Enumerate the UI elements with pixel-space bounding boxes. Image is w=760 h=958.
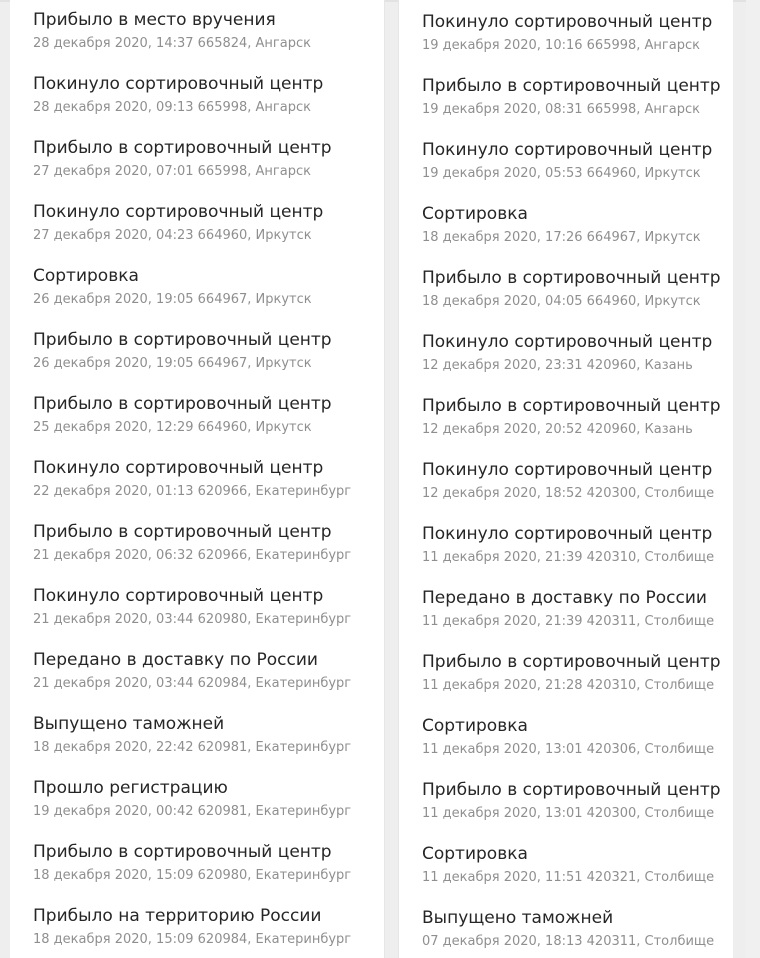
list-item bbox=[422, 524, 733, 588]
event-details: 18 декабря 2020, 15:09 620984, Екатеринбург bbox=[33, 932, 352, 947]
event-details: 19 декабря 2020, 05:53 664960, Иркутск bbox=[422, 166, 701, 181]
event-status: Сортировка bbox=[33, 266, 139, 286]
list-item bbox=[422, 332, 733, 396]
event-details: 18 декабря 2020, 15:09 620980, Екатеринбург bbox=[33, 868, 352, 883]
event-details: 18 декабря 2020, 17:26 664967, Иркутск bbox=[422, 230, 701, 245]
event-details: 11 декабря 2020, 13:01 420300, Столбище bbox=[422, 806, 715, 821]
event-details: 18 декабря 2020, 22:42 620981, Екатеринбург bbox=[33, 740, 352, 755]
event-status: Прошло регистрацию bbox=[33, 778, 228, 798]
event-status: Прибыло в сортировочный центр bbox=[33, 330, 332, 350]
list-item bbox=[33, 522, 384, 586]
event-details: 19 декабря 2020, 08:31 665998, Ангарск bbox=[422, 102, 700, 117]
event-details: 28 декабря 2020, 14:37 665824, Ангарск bbox=[33, 36, 311, 51]
list-item bbox=[33, 650, 384, 714]
event-status: Покинуло сортировочный центр bbox=[33, 458, 324, 478]
event-details: 19 декабря 2020, 10:16 665998, Ангарск bbox=[422, 38, 700, 53]
event-details: 19 декабря 2020, 00:42 620981, Екатеринбург bbox=[33, 804, 352, 819]
list-item bbox=[422, 396, 733, 460]
event-status: Прибыло в сортировочный центр bbox=[422, 76, 721, 96]
event-status: Прибыло в сортировочный центр bbox=[33, 522, 332, 542]
event-details: 27 декабря 2020, 04:23 664960, Иркутск bbox=[33, 228, 312, 243]
list-item bbox=[33, 10, 384, 74]
event-details: 26 декабря 2020, 19:05 664967, Иркутск bbox=[33, 356, 312, 371]
event-details: 21 декабря 2020, 03:44 620984, Екатеринбург bbox=[33, 676, 352, 691]
event-details: 11 декабря 2020, 13:01 420306, Столбище bbox=[422, 742, 715, 757]
event-status: Выпущено таможней bbox=[33, 714, 225, 734]
list-item bbox=[33, 266, 384, 330]
page-scroll-area[interactable] bbox=[746, 0, 760, 958]
event-status: Прибыло в сортировочный центр bbox=[422, 652, 721, 672]
event-details: 11 декабря 2020, 21:39 420310, Столбище bbox=[422, 550, 715, 565]
tracking-panel-left bbox=[10, 0, 385, 958]
list-item bbox=[422, 204, 733, 268]
event-status: Прибыло в сортировочный центр bbox=[422, 780, 721, 800]
event-details: 21 декабря 2020, 06:32 620966, Екатеринбург bbox=[33, 548, 352, 563]
event-status: Прибыло в место вручения bbox=[33, 10, 276, 30]
event-status: Прибыло в сортировочный центр bbox=[422, 268, 721, 288]
list-item bbox=[33, 74, 384, 138]
event-status: Покинуло сортировочный центр bbox=[422, 140, 713, 160]
event-status: Сортировка bbox=[422, 844, 528, 864]
event-status: Покинуло сортировочный центр bbox=[422, 524, 713, 544]
list-item bbox=[422, 588, 733, 652]
event-status: Передано в доставку по России bbox=[33, 650, 318, 670]
list-item bbox=[422, 140, 733, 204]
event-status: Покинуло сортировочный центр bbox=[422, 460, 713, 480]
list-item bbox=[33, 458, 384, 522]
event-details: 12 декабря 2020, 18:52 420300, Столбище bbox=[422, 486, 715, 501]
event-details: 12 декабря 2020, 23:31 420960, Казань bbox=[422, 358, 693, 373]
list-item bbox=[33, 906, 384, 958]
list-item bbox=[422, 76, 733, 140]
list-item bbox=[422, 908, 733, 958]
event-details: 21 декабря 2020, 03:44 620980, Екатеринбург bbox=[33, 612, 352, 627]
event-list-right bbox=[399, 0, 733, 958]
list-item bbox=[422, 844, 733, 908]
event-details: 18 декабря 2020, 04:05 664960, Иркутск bbox=[422, 294, 701, 309]
list-item bbox=[33, 714, 384, 778]
event-details: 26 декабря 2020, 19:05 664967, Иркутск bbox=[33, 292, 312, 307]
list-item bbox=[33, 202, 384, 266]
list-item bbox=[33, 138, 384, 202]
list-item bbox=[33, 778, 384, 842]
event-status: Покинуло сортировочный центр bbox=[422, 332, 713, 352]
event-details: 27 декабря 2020, 07:01 665998, Ангарск bbox=[33, 164, 311, 179]
list-item bbox=[422, 460, 733, 524]
event-status: Прибыло в сортировочный центр bbox=[33, 394, 332, 414]
event-status: Прибыло на территорию России bbox=[33, 906, 322, 926]
list-item bbox=[33, 330, 384, 394]
event-details: 28 декабря 2020, 09:13 665998, Ангарск bbox=[33, 100, 311, 115]
event-details: 07 декабря 2020, 18:13 420311, Столбище bbox=[422, 934, 715, 949]
list-item bbox=[422, 268, 733, 332]
list-item bbox=[422, 780, 733, 844]
list-item bbox=[33, 586, 384, 650]
event-status: Покинуло сортировочный центр bbox=[33, 586, 324, 606]
tracking-panel-right bbox=[398, 0, 733, 958]
list-item bbox=[33, 842, 384, 906]
event-status: Прибыло в сортировочный центр bbox=[422, 396, 721, 416]
event-details: 12 декабря 2020, 20:52 420960, Казань bbox=[422, 422, 693, 437]
event-status: Покинуло сортировочный центр bbox=[33, 202, 324, 222]
list-item bbox=[422, 716, 733, 780]
event-status: Передано в доставку по России bbox=[422, 588, 707, 608]
event-status: Сортировка bbox=[422, 204, 528, 224]
event-status: Прибыло в сортировочный центр bbox=[33, 138, 332, 158]
event-details: 25 декабря 2020, 12:29 664960, Иркутск bbox=[33, 420, 312, 435]
event-status: Покинуло сортировочный центр bbox=[33, 74, 324, 94]
event-status: Прибыло в сортировочный центр bbox=[33, 842, 332, 862]
event-status: Сортировка bbox=[422, 716, 528, 736]
event-status: Выпущено таможней bbox=[422, 908, 614, 928]
event-details: 22 декабря 2020, 01:13 620966, Екатеринбург bbox=[33, 484, 352, 499]
event-details: 11 декабря 2020, 21:28 420310, Столбище bbox=[422, 678, 715, 693]
event-status: Покинуло сортировочный центр bbox=[422, 12, 713, 32]
event-list-left bbox=[10, 0, 384, 958]
event-details: 11 декабря 2020, 21:39 420311, Столбище bbox=[422, 614, 715, 629]
event-details: 11 декабря 2020, 11:51 420321, Столбище bbox=[422, 870, 715, 885]
list-item bbox=[422, 12, 733, 76]
list-item bbox=[33, 394, 384, 458]
list-item bbox=[422, 652, 733, 716]
